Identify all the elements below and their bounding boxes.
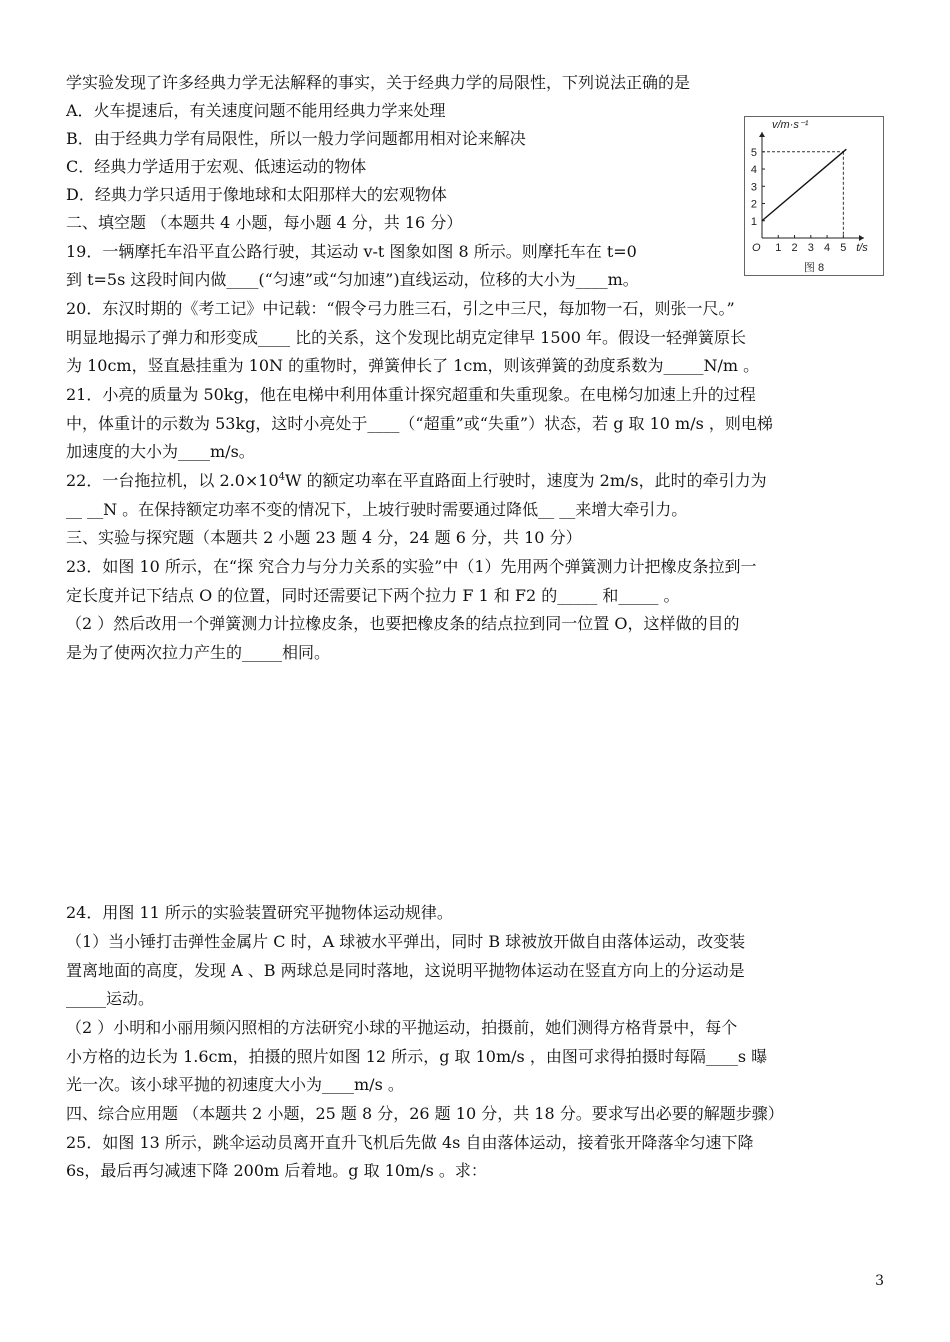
question-24-line-4: _____运动。 — [66, 989, 155, 1008]
x-tick-label: 3 — [807, 242, 814, 254]
question-21-line-1: 21．小亮的质量为 50kg，他在电梯中利用体重计探究超重和失重现象。在电梯匀加速上升的过程 — [66, 385, 756, 404]
x-tick-label: 5 — [840, 242, 847, 254]
x-tick-label: 2 — [791, 242, 798, 254]
figure-caption: 图 8 — [803, 262, 825, 274]
question-22-text-a: 22．一台拖拉机，以 2.0×10 — [66, 471, 279, 490]
question-24-line-3: 置离地面的高度，发现 A 、B 两球总是同时落地，这说明平抛物体运动在竖直方向上的分运动是 — [66, 961, 745, 980]
question-25-line-2: 6s，最后再匀减速下降 200m 后着地。g 取 10m/s 。求： — [66, 1161, 487, 1180]
option-d: D．经典力学只适用于像地球和太阳那样大的宏观物体 — [66, 185, 447, 204]
question-20-line-1: 20．东汉时期的《考工记》中记载：“假令弓力胜三石，引之中三尺，每加物一石，则张一尺。” — [66, 299, 735, 318]
question-24-line-5: （2 ）小明和小丽用频闪照相的方法研究小球的平抛运动，拍摄前，她们测得方格背景中，每个 — [66, 1018, 738, 1037]
page-number: 3 — [875, 1273, 884, 1289]
x-tick-label: 4 — [824, 242, 831, 254]
question-23-line-1: 23．如图 10 所示，在“探 究合力与分力关系的实验”中（1）先用两个弹簧测力计把橡皮条拉到一 — [66, 557, 757, 576]
question-24-line-6: 小方格的边长为 1.6cm，拍摄的照片如图 12 所示，g 取 10m/s ，由图可求得拍摄时每隔____s 曝 — [66, 1047, 768, 1066]
option-a: A．火车提速后，有关速度问题不能用经典力学来处理 — [66, 101, 446, 120]
section-heading-fill-in: 二、填空题 （本题共 4 小题，每小题 4 分，共 16 分） — [66, 213, 463, 232]
figure-8-vt-graph — [744, 116, 884, 276]
question-25-line-1: 25．如图 13 所示，跳伞运动员离开直升飞机后先做 4s 自由落体运动，接着张开降落伞匀速下降 — [66, 1133, 754, 1152]
question-23-line-4: 是为了使两次拉力产生的_____相同。 — [66, 643, 331, 662]
question-23-line-2: 定长度并记下结点 O 的位置，同时还需要记下两个拉力 F 1 和 F2 的_____ 和_____ 。 — [66, 586, 680, 605]
y-tick-label: 1 — [750, 215, 757, 228]
question-18-stem: 学实验发现了许多经典力学无法解释的事实，关于经典力学的局限性，下列说法正确的是 — [66, 73, 691, 92]
section-heading-application: 四、综合应用题 （本题共 2 小题，25 题 8 分，26 题 10 分，共 18 分。要求写出必要的解题步骤） — [66, 1104, 784, 1123]
question-22-text-b: W 的额定功率在平直路面上行驶时，速度为 2m/s，此时的牵引力为 — [285, 471, 767, 490]
origin-label: O — [752, 242, 761, 254]
question-19-line-1: 19．一辆摩托车沿平直公路行驶，其运动 v-t 图象如图 8 所示。则摩托车在 t=0 — [66, 242, 637, 261]
vt-graph-svg — [744, 116, 884, 276]
y-tick-label: 3 — [750, 181, 757, 194]
question-20-line-2: 明显地揭示了弹力和形变成____ 比的关系，这个发现比胡克定律早 1500 年。假设一轻弹簧原长 — [66, 328, 746, 347]
question-22-line-1 — [66, 471, 767, 491]
section-heading-experiment: 三、实验与探究题（本题共 2 小题 23 题 4 分，24 题 6 分，共 10 分） — [66, 528, 582, 547]
exponent: 4 — [278, 471, 286, 483]
option-c: C．经典力学适用于宏观、低速运动的物体 — [66, 157, 367, 176]
y-tick-label: 2 — [750, 198, 757, 211]
x-tick-label: 1 — [775, 242, 782, 254]
question-19-line-2: 到 t=5s 这段时间内做____(“匀速”或“匀加速”)直线运动，位移的大小为____m。 — [66, 270, 639, 289]
question-24-line-2: （1）当小锤打击弹性金属片 C 时，A 球被水平弹出，同时 B 球被放开做自由落体运动，改变装 — [66, 932, 746, 951]
question-23-line-3: （2 ）然后改用一个弹簧测力计拉橡皮条，也要把橡皮条的结点拉到同一位置 O，这样做的目的 — [66, 614, 740, 633]
y-tick-label: 4 — [750, 164, 757, 177]
question-24-line-1: 24．用图 11 所示的实验装置研究平抛物体运动规律。 — [66, 903, 453, 922]
question-22-line-2: __ __N 。在保持额定功率不变的情况下，上坡行驶时需要通过降低__ __来增大牵引力。 — [66, 500, 688, 519]
question-21-line-3: 加速度的大小为____m/s。 — [66, 442, 255, 461]
question-20-line-3: 为 10cm，竖直悬挂重为 10N 的重物时，弹簧伸长了 1cm，则该弹簧的劲度系数为_____N/m 。 — [66, 356, 760, 375]
y-tick-label: 5 — [750, 146, 757, 159]
question-21-line-2: 中，体重计的示数为 53kg，这时小亮处于____（“超重”或“失重”）状态，若 g 取 10 m/s ，则电梯 — [66, 414, 773, 433]
y-axis-label: v/m·s⁻¹ — [772, 119, 809, 131]
question-24-line-7: 光一次。该小球平抛的初速度大小为____m/s 。 — [66, 1075, 404, 1094]
option-b: B．由于经典力学有局限性，所以一般力学问题都用相对论来解决 — [66, 129, 526, 148]
x-axis-label: t/s — [856, 242, 868, 254]
